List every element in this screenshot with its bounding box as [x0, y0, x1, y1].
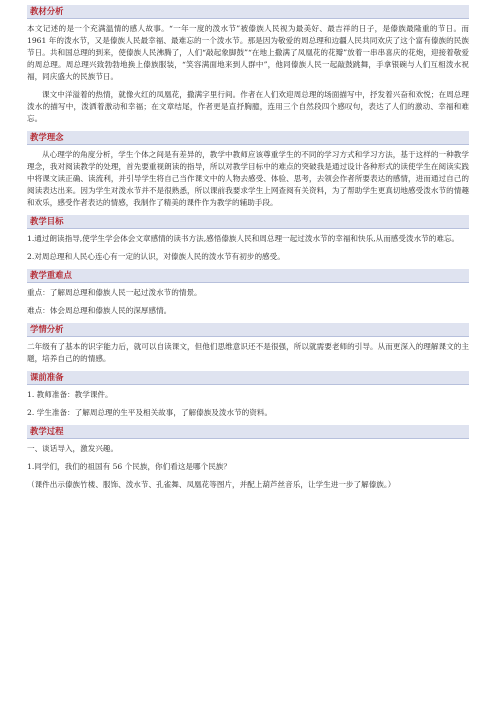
paragraph: 难点：体会周总理和傣族人民的深厚感情。	[27, 306, 172, 315]
paragraph: 2.对周总理和人民心连心有一定的认识，对傣族人民的泼水节有初步的感受。	[27, 252, 285, 261]
section-heading: 学情分析	[27, 323, 469, 337]
paragraph: 一、谈话导入，激发兴趣。	[27, 444, 119, 453]
paragraph: （课件出示傣族竹楼、服饰、泼水节、孔雀舞、凤凰花等图片，并配上葫芦丝音乐，让学生进一步了解傣族。）	[27, 480, 396, 489]
section-heading: 教材分析	[27, 5, 469, 19]
section-heading: 教学目标	[27, 215, 469, 229]
paragraph: 重点：了解周总理和傣族人民一起过泼水节的情景。	[27, 288, 202, 297]
section-heading: 教学过程	[27, 425, 469, 439]
paragraph: 1.同学们，我们的祖国有 56 个民族，你们看这是哪个民族？	[27, 462, 231, 471]
section-heading: 课前准备	[27, 371, 469, 385]
section-keypoints	[27, 269, 469, 317]
section-heading: 教学重难点	[27, 269, 469, 283]
section-analysis	[27, 5, 469, 125]
paragraph: 1.通过朗读指导,使学生学会体会文章感情的读书方法,感悟傣族人民和周总理一起过泼水节的幸福和快乐,从而感受泼水节的难忘。	[27, 234, 460, 243]
section-students	[27, 323, 469, 365]
section-philosophy	[27, 131, 469, 209]
section-heading: 教学理念	[27, 131, 469, 145]
paragraph: 1. 教师准备：教学课件。	[27, 390, 113, 399]
paragraph: 二年级有了基本的识字能力后，就可以自读课文，但他们思维意识还不是很强，所以就需要老师的引导。从而更深入的理解课文的主题，培养自己的的情感。	[27, 342, 469, 363]
section-prep	[27, 371, 469, 419]
section-goals	[27, 215, 469, 263]
paragraph: 从心理学的角度分析，学生个体之间是有差异的，教学中教师应该尊重学生的不同的学习方式和学习方法，基于这样的一种教学理念，我对阅读教学的处理，首先要重视朗读的指导，所以对教学目标中的难点的突破我是通过设计各种形式的读使学生在阅读实践中将课文读正确、读流利，并引导学生将自己当作课文中的人物去感受、体验、思考，去领会作者所要表达的感情，进而通过自己的阅读表达出来。因为学生对泼水节并不是很熟悉，所以课前我要求学生上网查阅有关资料，为了帮助学生更真切地感受泼水节的情趣和欢乐，感受作者表达的情感，我制作了精美的课件作为教学的辅助手段。	[27, 150, 469, 207]
paragraph: 本文记述的是一个充满温情的感人故事。“一年一度的泼水节”被傣族人民视为最美好、最吉祥的日子，是傣族最隆重的节日。而 1961 年的泼水节，又是傣族人民最幸福、最难忘的一个泼水节。那是因为敬爱的周总理和边疆人民共同欢庆了这个富有傣族的民族节日。共和国总理的到来，使傣族人民沸腾了，人们“敲起象脚鼓”“在地上撒满了凤凰花的花瓣”放着一串串喜庆的花炮，迎接着敬爱的周总理。周总理兴致勃勃地换上傣族服装，“笑容满面地来到人群中”，他同傣族人民一起敲鼓跳舞，手拿银碗与人们互相泼水祝福，同庆盛大的民族节日。	[27, 24, 469, 81]
section-process	[27, 425, 469, 491]
paragraph: 2. 学生准备：了解周总理的生平及相关故事，了解傣族及泼水节的资料。	[27, 408, 273, 417]
paragraph: 课文中洋溢着的热情，就像火红的凤凰花，撒满字里行间。作者在人们欢迎周总理的场面描写中，抒发着兴奋和欢悦；在周总理泼水的描写中，泼洒着激动和幸福；在文章结尾，作者更是直抒胸臆，连用三个自然段四个感叹句，表达了人们的激动、幸福和难忘。	[27, 90, 469, 123]
